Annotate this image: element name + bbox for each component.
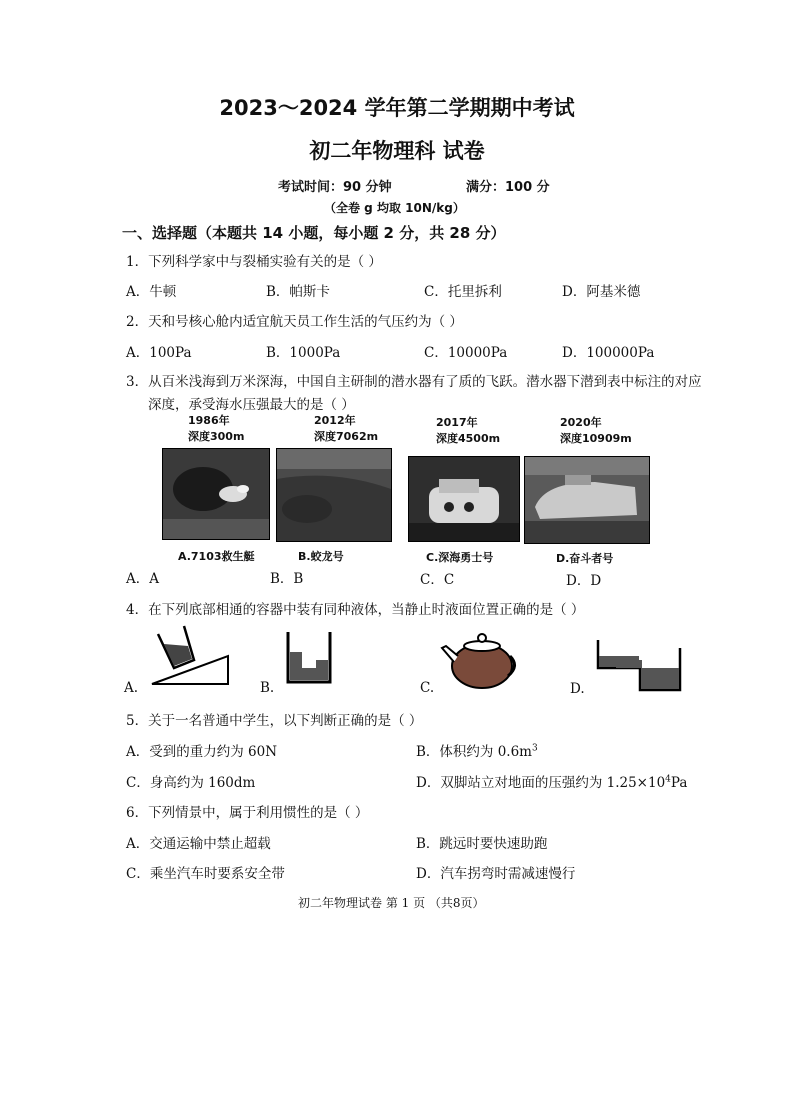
- q3-option-c: C．C: [420, 572, 455, 588]
- question-6-stem: 6．下列情景中，属于利用惯性的是（ ）: [126, 805, 369, 821]
- q3-option-a: A．A: [126, 571, 159, 587]
- photo-shenhai-yongshi: [408, 456, 520, 542]
- full-score: 满分：100 分: [466, 180, 550, 195]
- q3-option-b: B．B: [270, 571, 304, 587]
- section-heading: 一、选择题（本题共 14 小题，每小题 2 分，共 28 分）: [122, 224, 506, 242]
- q3-option-d: D．D: [566, 573, 602, 589]
- q3-year-a: 1986年: [188, 414, 230, 427]
- q5-option-d-exponent: 4: [665, 774, 671, 785]
- q3-depth-c: 深度4500m: [436, 432, 501, 445]
- q5-option-b-text: B．体积约为 0.6m: [416, 744, 532, 760]
- q4-label-b: B.: [260, 680, 275, 696]
- exam-time: 考试时间：90 分钟: [278, 180, 392, 195]
- photo-fendouzhe: [524, 456, 650, 544]
- q1-option-d: D．阿基米德: [562, 284, 641, 300]
- q5-option-d-text: D．双脚站立对地面的压强约为 1.25×10: [416, 775, 666, 791]
- q5-option-a: A．受到的重力约为 60N: [126, 744, 278, 760]
- photo-jiaolong: [276, 448, 392, 542]
- question-3-stem-line1: 3．从百米浅海到万米深海，中国自主研制的潜水器有了质的飞跃。潜水器下潜到表中标注的对应: [126, 374, 702, 390]
- question-5-stem: 5．关于一名普通中学生，以下判断正确的是（ ）: [126, 713, 423, 729]
- q3-caption-a: A.7103救生艇: [178, 550, 255, 563]
- q1-option-c: C．托里拆利: [424, 284, 502, 300]
- q5-option-d: [416, 771, 687, 791]
- question-4-stem: 4．在下列底部相通的容器中装有同种液体，当静止时液面位置正确的是（ ）: [126, 602, 585, 618]
- q1-option-a: A．牛顿: [126, 284, 177, 300]
- q3-caption-d: D.奋斗者号: [556, 552, 614, 565]
- q4-label-d: D.: [570, 681, 585, 697]
- q4-diagram-b: [282, 630, 336, 688]
- q3-caption-b: B.蛟龙号: [298, 550, 344, 563]
- q4-diagram-c-teapot: [440, 626, 518, 692]
- q6-option-c: C．乘坐汽车时要系安全带: [126, 866, 285, 882]
- q5-option-b-exponent: 3: [531, 743, 538, 754]
- q1-option-b: B．帕斯卡: [266, 284, 330, 300]
- q3-depth-b: 深度7062m: [314, 430, 379, 443]
- question-3-stem-line2: 深度，承受海水压强最大的是（ ）: [148, 397, 355, 413]
- q3-year-b: 2012年: [314, 414, 356, 427]
- q2-option-b: B．1000Pa: [266, 345, 341, 361]
- exam-subtitle: 初二年物理科 试卷: [309, 139, 485, 163]
- exam-title: 2023～2024 学年第二学期期中考试: [219, 96, 575, 120]
- page-footer: 初二年物理试卷 第 1 页 （共8页）: [298, 896, 485, 910]
- question-1-stem: 1．下列科学家中与裂桶实验有关的是（ ）: [126, 254, 382, 270]
- q4-label-a: A.: [124, 680, 139, 696]
- q2-option-a: A．100Pa: [126, 345, 192, 361]
- q5-option-d-unit: Pa: [670, 775, 688, 791]
- q3-depth-a: 深度300m: [188, 430, 245, 443]
- q3-caption-c: C.深海勇士号: [426, 551, 494, 564]
- q6-option-a: A．交通运输中禁止超载: [126, 836, 271, 852]
- q3-year-c: 2017年: [436, 416, 478, 429]
- q6-option-b: B．跳远时要快速助跑: [416, 836, 548, 852]
- q3-depth-d: 深度10909m: [560, 432, 632, 445]
- q2-option-d: D．100000Pa: [562, 345, 655, 361]
- q2-option-c: C．10000Pa: [424, 345, 508, 361]
- gravity-note: （全卷 g 均取 10N/kg）: [324, 201, 465, 215]
- q4-label-c: C.: [420, 680, 435, 696]
- photo-rescue-boat: [162, 448, 270, 540]
- q6-option-d: D．汽车拐弯时需减速慢行: [416, 866, 576, 882]
- q3-year-d: 2020年: [560, 416, 602, 429]
- q5-option-b: [416, 740, 538, 760]
- q5-option-c: C．身高约为 160dm: [126, 775, 256, 791]
- q4-diagram-a: [148, 622, 232, 688]
- q4-diagram-d: [596, 638, 682, 692]
- question-2-stem: 2．天和号核心舱内适宜航天员工作生活的气压约为（ ）: [126, 314, 463, 330]
